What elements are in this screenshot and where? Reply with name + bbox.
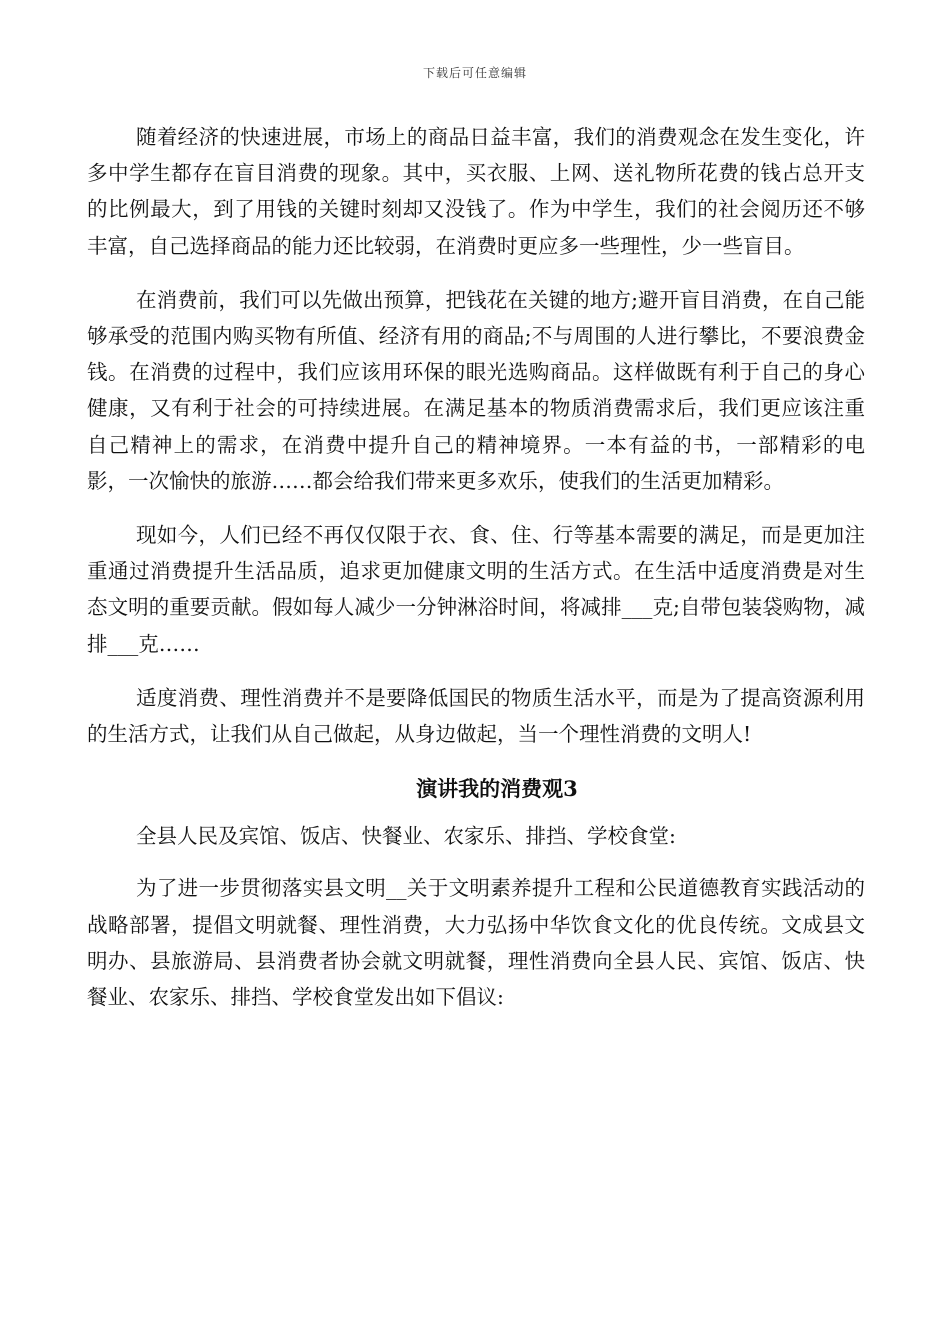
paragraph-2: 在消费前，我们可以先做出预算，把钱花在关键的地方;避开盲目消费，在自己能够承受的范围内购买物有所值、经济有用的商品;不与周围的人进行攀比，不要浪费金钱。在消费的过程中，我们应该用环保的眼光选购商品。这样做既有利于自己的身心健康，又有利于社会的可持续进展。在满足基本的物质消费需求后，我们更应该注重自己精神上的需求，在消费中提升自己的精神境界。一本有益的书，一部精彩的电影，一次愉快的旅游……都会给我们带来更多欢乐，使我们的生活更加精彩。 (87, 287, 865, 493)
document-body (87, 119, 865, 1033)
salutation-paragraph: 全县人民及宾馆、饭店、快餐业、农家乐、排挡、学校食堂: (136, 824, 676, 849)
paragraph-5: 为了进一步贯彻落实县文明__关于文明素养提升工程和公民道德教育实践活动的战略部署，提倡文明就餐、理性消费，大力弘扬中华饮食文化的优良传统。文成县文明办、县旅游局、县消费者协会就文明就餐，理性消费向全县人民、宾馆、饭店、快餐业、农家乐、排挡、学校食堂发出如下倡议: (87, 876, 865, 1010)
paragraph-3: 现如今，人们已经不再仅仅限于衣、食、住、行等基本需要的满足，而是更加注重通过消费提升生活品质，追求更加健康文明的生活方式。在生活中适度消费是对生态文明的重要贡献。假如每人减少一分钟淋浴时间，将减排___克;自带包装袋购物，减排___克…… (87, 523, 865, 656)
section-heading: 演讲我的消费观3 (416, 776, 578, 802)
paragraph-4: 适度消费、理性消费并不是要降低国民的物质生活水平，而是为了提高资源利用的生活方式，让我们从自己做起，从身边做起，当一个理性消费的文明人! (87, 685, 865, 747)
paragraph-1: 随着经济的快速进展，市场上的商品日益丰富，我们的消费观念在发生变化，许多中学生都存在盲目消费的现象。其中，买衣服、上网、送礼物所花费的钱占总开支的比例最大，到了用钱的关键时刻却又没钱了。作为中学生，我们的社会阅历还不够丰富，自己选择商品的能力还比较弱，在消费时更应多一些理性，少一些盲目。 (87, 125, 865, 258)
page-header-note: 下载后可任意编辑 (422, 66, 527, 80)
